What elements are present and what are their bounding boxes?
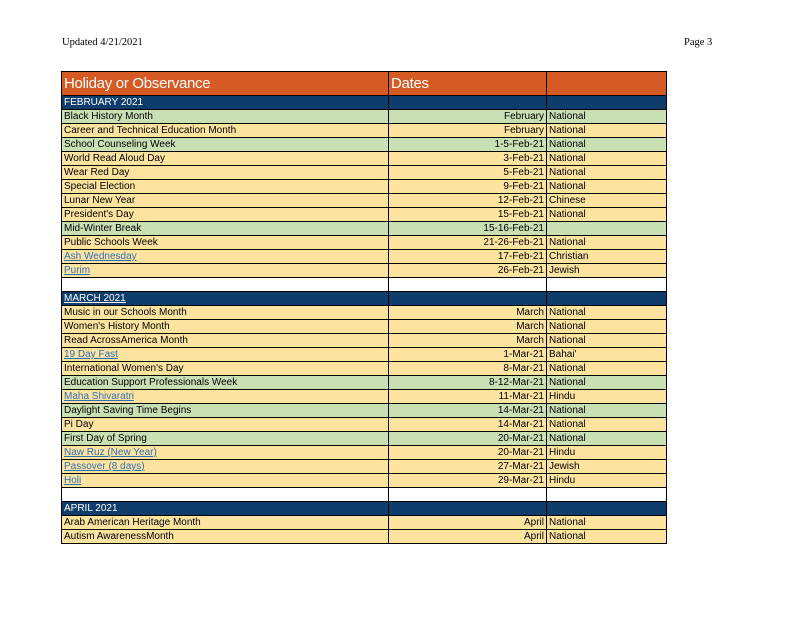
holiday-name: International Women's Day (62, 362, 389, 376)
holiday-type: Hindu (547, 446, 667, 460)
holiday-date: March (389, 334, 547, 348)
column-header-type (547, 72, 667, 96)
ash-wednesday-link[interactable]: Ash Wednesday (64, 251, 137, 262)
holiday-date: 14-Mar-21 (389, 418, 547, 432)
holiday-date: March (389, 320, 547, 334)
holiday-type: Hindu (547, 390, 667, 404)
table-header-row (62, 72, 667, 96)
holiday-date: 14-Mar-21 (389, 404, 547, 418)
holiday-date: 15-Feb-21 (389, 208, 547, 222)
holiday-name: Daylight Saving Time Begins (62, 404, 389, 418)
holiday-type: National (547, 180, 667, 194)
holiday-date: 3-Feb-21 (389, 152, 547, 166)
holiday-name: Education Support Professionals Week (62, 376, 389, 390)
holiday-type: National (547, 208, 667, 222)
holiday-name-link[interactable] (62, 264, 389, 278)
holiday-name: Black History Month (62, 110, 389, 124)
holiday-name: President's Day (62, 208, 389, 222)
purim-link[interactable]: Purim (64, 265, 91, 276)
page-number: Page 3 (684, 37, 713, 48)
holiday-name: Lunar New Year (62, 194, 389, 208)
table-row (62, 110, 667, 124)
holiday-name: Wear Red Day (62, 166, 389, 180)
holiday-type: National (547, 124, 667, 138)
holiday-date: 21-26-Feb-21 (389, 236, 547, 250)
holiday-type: Jewish (547, 460, 667, 474)
section-header-march (62, 292, 667, 306)
holiday-name: Mid-Winter Break (62, 222, 389, 236)
table-row (62, 432, 667, 446)
holiday-date: April (389, 530, 547, 544)
19-day-fast-link[interactable]: 19 Day Fast (64, 349, 118, 360)
holiday-type: Chinese (547, 194, 667, 208)
spacer-row (62, 278, 667, 292)
table-row (62, 446, 667, 460)
section-header-april (62, 502, 667, 516)
table-row (62, 404, 667, 418)
holiday-type: National (547, 306, 667, 320)
holiday-date: 11-Mar-21 (389, 390, 547, 404)
holiday-date: 12-Feb-21 (389, 194, 547, 208)
table-row (62, 180, 667, 194)
holiday-name-link[interactable] (62, 390, 389, 404)
holiday-date: February (389, 124, 547, 138)
holiday-name-link[interactable] (62, 460, 389, 474)
holiday-type: National (547, 432, 667, 446)
holiday-date: 17-Feb-21 (389, 250, 547, 264)
section-title[interactable] (62, 292, 389, 306)
holiday-type: National (547, 376, 667, 390)
table-row (62, 334, 667, 348)
table-row (62, 516, 667, 530)
holiday-type: National (547, 418, 667, 432)
holiday-type: National (547, 334, 667, 348)
holiday-name-link[interactable] (62, 474, 389, 488)
holiday-type (547, 222, 667, 236)
holiday-type: National (547, 404, 667, 418)
holiday-date: 1-5-Feb-21 (389, 138, 547, 152)
section-title: APRIL 2021 (62, 502, 389, 516)
holiday-date: 27-Mar-21 (389, 460, 547, 474)
holiday-type: Bahai' (547, 348, 667, 362)
column-header-dates: Dates (389, 72, 547, 96)
holiday-date: 20-Mar-21 (389, 446, 547, 460)
holiday-name: First Day of Spring (62, 432, 389, 446)
passover-link[interactable]: Passover (8 days) (64, 461, 145, 472)
naw-ruz-link[interactable]: Naw Ruz (New Year) (64, 447, 157, 458)
holiday-name: Autism AwarenessMonth (62, 530, 389, 544)
table-row (62, 418, 667, 432)
holiday-name: Read AcrossAmerica Month (62, 334, 389, 348)
march-section-link[interactable]: MARCH 2021 (64, 293, 126, 304)
holiday-type: National (547, 530, 667, 544)
holiday-date: 8-Mar-21 (389, 362, 547, 376)
holiday-type: National (547, 138, 667, 152)
column-header-holiday: Holiday or Observance (62, 72, 389, 96)
holiday-calendar-table (61, 71, 667, 544)
holiday-type: National (547, 516, 667, 530)
holiday-name-link[interactable] (62, 348, 389, 362)
spacer-row (62, 488, 667, 502)
holiday-date: February (389, 110, 547, 124)
table-row (62, 250, 667, 264)
holiday-date: 8-12-Mar-21 (389, 376, 547, 390)
table-row (62, 530, 667, 544)
holiday-date: 5-Feb-21 (389, 166, 547, 180)
table-row (62, 264, 667, 278)
holiday-name: Pi Day (62, 418, 389, 432)
holiday-type: National (547, 166, 667, 180)
table-row (62, 362, 667, 376)
table-row (62, 390, 667, 404)
holiday-type: National (547, 152, 667, 166)
holiday-name: World Read Aloud Day (62, 152, 389, 166)
table-row (62, 208, 667, 222)
holiday-date: 20-Mar-21 (389, 432, 547, 446)
holiday-name: Special Election (62, 180, 389, 194)
holiday-name: Women's History Month (62, 320, 389, 334)
holiday-name-link[interactable] (62, 446, 389, 460)
table-row (62, 194, 667, 208)
table-row (62, 460, 667, 474)
updated-date: Updated 4/21/2021 (62, 37, 143, 48)
holiday-type: Christian (547, 250, 667, 264)
holi-link[interactable]: Holi (64, 475, 82, 486)
holiday-date: 9-Feb-21 (389, 180, 547, 194)
holiday-name: Career and Technical Education Month (62, 124, 389, 138)
holiday-date: 15-16-Feb-21 (389, 222, 547, 236)
section-header-february (62, 96, 667, 110)
table-row (62, 124, 667, 138)
table-row (62, 166, 667, 180)
table-row (62, 236, 667, 250)
holiday-name-link[interactable] (62, 250, 389, 264)
section-title: FEBRUARY 2021 (62, 96, 389, 110)
holiday-name: School Counseling Week (62, 138, 389, 152)
holiday-date: 29-Mar-21 (389, 474, 547, 488)
table-row (62, 376, 667, 390)
holiday-type: Hindu (547, 474, 667, 488)
holiday-type: National (547, 362, 667, 376)
table-row (62, 222, 667, 236)
holiday-name: Public Schools Week (62, 236, 389, 250)
table-row (62, 348, 667, 362)
holiday-date: 26-Feb-21 (389, 264, 547, 278)
holiday-type: National (547, 320, 667, 334)
table-row (62, 320, 667, 334)
table-row (62, 306, 667, 320)
holiday-name: Arab American Heritage Month (62, 516, 389, 530)
table-row (62, 152, 667, 166)
holiday-type: Jewish (547, 264, 667, 278)
holiday-date: 1-Mar-21 (389, 348, 547, 362)
table-row (62, 138, 667, 152)
table-row (62, 474, 667, 488)
holiday-type: National (547, 110, 667, 124)
holiday-date: April (389, 516, 547, 530)
holiday-date: March (389, 306, 547, 320)
holiday-name: Music in our Schools Month (62, 306, 389, 320)
maha-shivaratri-link[interactable]: Maha Shivaratri (64, 391, 135, 402)
holiday-type: National (547, 236, 667, 250)
